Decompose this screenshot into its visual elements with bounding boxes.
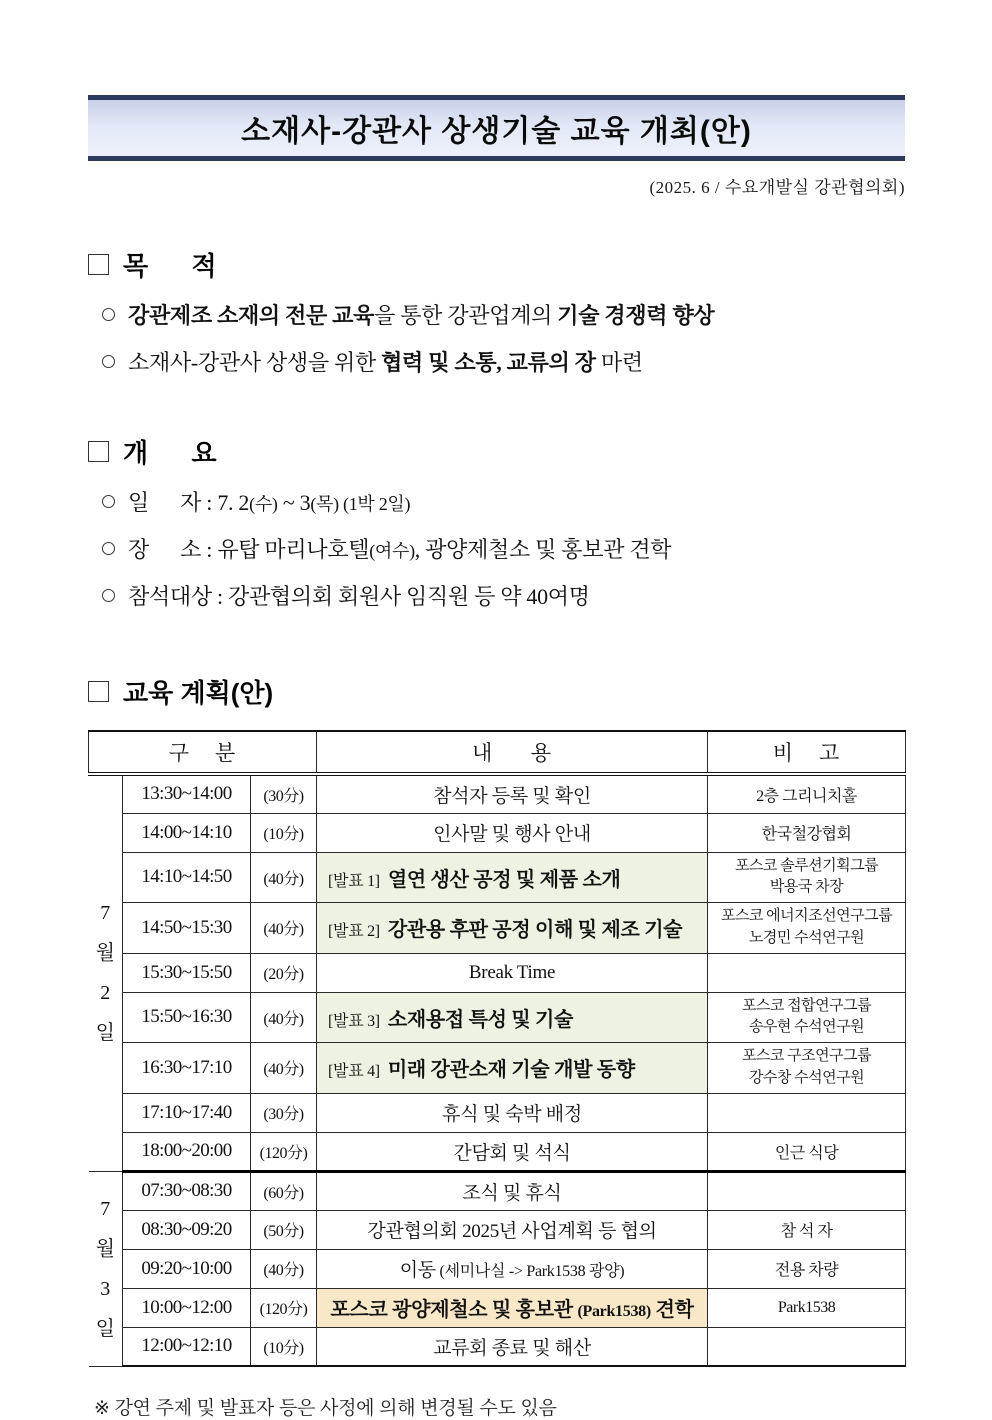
overview-date: 일 자 : 7. 2(수) ~ 3(목) (1박 2일)	[128, 490, 411, 515]
time-cell: 14:10~14:50	[123, 852, 251, 903]
purpose-item-2: 소재사-강관사 상생을 위한 협력 및 소통, 교류의 장 마련	[128, 350, 643, 375]
remark-cell	[708, 1171, 906, 1210]
time-cell: 18:00~20:00	[123, 1132, 251, 1171]
content-cell: [발표 3] 소재용접 특성 및 기술	[317, 992, 708, 1043]
remark-cell: 포스코 접합연구그룹 송우현 수석연구원	[708, 992, 906, 1043]
table-row	[89, 903, 906, 954]
content-cell: 간담회 및 석식	[317, 1132, 708, 1171]
schedule-heading-label: 교육 계획(안)	[123, 678, 274, 708]
content-cell: 조식 및 휴식	[317, 1171, 708, 1210]
content-cell: [발표 2] 강관용 후판 공정 이해 및 제조 기술	[317, 903, 708, 954]
duration-cell: (10分)	[251, 813, 317, 852]
remark-cell	[708, 953, 906, 992]
circle-bullet-icon	[102, 355, 115, 368]
checkbox-icon	[88, 681, 109, 702]
document-subtitle: (2025. 6 / 수요개발실 강관협의회)	[649, 178, 905, 197]
table-header-row	[89, 731, 906, 774]
duration-cell: (30分)	[251, 1093, 317, 1132]
content-cell: Break Time	[317, 953, 708, 992]
duration-cell: (50分)	[251, 1210, 317, 1249]
remark-cell: 참 석 자	[708, 1210, 906, 1249]
duration-cell: (40分)	[251, 1043, 317, 1094]
purpose-item-1: 강관제조 소재의 전문 교육을 통한 강관업계의 기술 경쟁력 향상	[128, 303, 715, 328]
time-cell: 09:20~10:00	[123, 1249, 251, 1288]
content-cell: 휴식 및 숙박 배정	[317, 1093, 708, 1132]
content-cell: 강관협의회 2025년 사업계획 등 협의	[317, 1210, 708, 1249]
table-row	[89, 1327, 906, 1366]
list-item	[102, 346, 905, 377]
remark-cell	[708, 1327, 906, 1366]
checkbox-icon	[88, 254, 109, 275]
content-cell: 참석자 등록 및 확인	[317, 774, 708, 813]
table-row	[89, 1043, 906, 1094]
overview-items	[88, 486, 905, 611]
column-header-remark: 비 고	[708, 731, 906, 774]
time-cell: 08:30~09:20	[123, 1210, 251, 1249]
remark-cell: 2층 그리니치홀	[708, 774, 906, 813]
day-label-jul3: 7 월 3 일	[89, 1171, 123, 1366]
remark-cell	[708, 1093, 906, 1132]
purpose-heading	[88, 246, 905, 283]
remark-cell: 포스코 구조연구그룹 강수창 수석연구원	[708, 1043, 906, 1094]
content-cell: [발표 4] 미래 강관소재 기술 개발 동향	[317, 1043, 708, 1094]
section-purpose	[88, 246, 905, 377]
content-cell: 포스코 광양제철소 및 홍보관 (Park1538) 견학	[317, 1288, 708, 1327]
section-overview	[88, 433, 905, 611]
table-row	[89, 852, 906, 903]
table-row	[89, 1249, 906, 1288]
duration-cell: (120分)	[251, 1132, 317, 1171]
column-header-category: 구 분	[89, 731, 317, 774]
table-row	[89, 774, 906, 813]
table-row	[89, 1171, 906, 1210]
time-cell: 14:50~15:30	[123, 903, 251, 954]
footnote: ※ 강연 주제 및 발표자 등은 사정에 의해 변경될 수도 있음	[94, 1398, 557, 1419]
remark-cell: 한국철강협회	[708, 813, 906, 852]
content-cell: 인사말 및 행사 안내	[317, 813, 708, 852]
list-item	[102, 580, 905, 611]
purpose-items	[88, 299, 905, 377]
table-row	[89, 1210, 906, 1249]
time-cell: 12:00~12:10	[123, 1327, 251, 1366]
duration-cell: (40分)	[251, 1249, 317, 1288]
table-row	[89, 992, 906, 1043]
remark-cell: 전용 차량	[708, 1249, 906, 1288]
list-item	[102, 299, 905, 330]
time-cell: 15:30~15:50	[123, 953, 251, 992]
purpose-heading-label: 목 적	[123, 251, 217, 281]
duration-cell: (40分)	[251, 903, 317, 954]
day-label-jul2: 7 월 2 일	[89, 774, 123, 1171]
schedule-heading	[88, 673, 905, 710]
overview-attendees: 참석대상 : 강관협의회 회원사 임직원 등 약 40여명	[128, 584, 590, 609]
time-cell: 10:00~12:00	[123, 1288, 251, 1327]
overview-heading	[88, 433, 905, 470]
column-header-content: 내 용	[317, 731, 708, 774]
table-row	[89, 1132, 906, 1171]
table-row	[89, 813, 906, 852]
table-row	[89, 953, 906, 992]
remark-cell: 인근 식당	[708, 1132, 906, 1171]
content-cell: 교류회 종료 및 해산	[317, 1327, 708, 1366]
checkbox-icon	[88, 441, 109, 462]
duration-cell: (120分)	[251, 1288, 317, 1327]
remark-cell: 포스코 솔루션기획그룹 박용국 차장	[708, 852, 906, 903]
circle-bullet-icon	[102, 589, 115, 602]
content-cell: 이동 (세미나실 -> Park1538 광양)	[317, 1249, 708, 1288]
schedule-table	[88, 730, 906, 1367]
remark-cell: 포스코 에너지조선연구그룹 노경민 수석연구원	[708, 903, 906, 954]
table-row	[89, 1288, 906, 1327]
table-row	[89, 1093, 906, 1132]
content-cell: [발표 1] 열연 생산 공정 및 제품 소개	[317, 852, 708, 903]
time-cell: 15:50~16:30	[123, 992, 251, 1043]
duration-cell: (60分)	[251, 1171, 317, 1210]
time-cell: 17:10~17:40	[123, 1093, 251, 1132]
duration-cell: (30分)	[251, 774, 317, 813]
title-banner	[88, 95, 905, 161]
time-cell: 07:30~08:30	[123, 1171, 251, 1210]
section-schedule	[88, 673, 905, 1367]
circle-bullet-icon	[102, 542, 115, 555]
time-cell: 16:30~17:10	[123, 1043, 251, 1094]
circle-bullet-icon	[102, 308, 115, 321]
list-item	[102, 486, 905, 517]
duration-cell: (40分)	[251, 852, 317, 903]
duration-cell: (40分)	[251, 992, 317, 1043]
circle-bullet-icon	[102, 495, 115, 508]
remark-cell: Park1538	[708, 1288, 906, 1327]
time-cell: 13:30~14:00	[123, 774, 251, 813]
overview-heading-label: 개 요	[123, 438, 217, 468]
duration-cell: (10分)	[251, 1327, 317, 1366]
overview-place: 장 소 : 유탑 마리나호텔(여수), 광양제철소 및 홍보관 견학	[128, 537, 672, 562]
duration-cell: (20分)	[251, 953, 317, 992]
time-cell: 14:00~14:10	[123, 813, 251, 852]
list-item	[102, 533, 905, 564]
page-title: 소재사-강관사 상생기술 교육 개최(안)	[241, 115, 752, 148]
